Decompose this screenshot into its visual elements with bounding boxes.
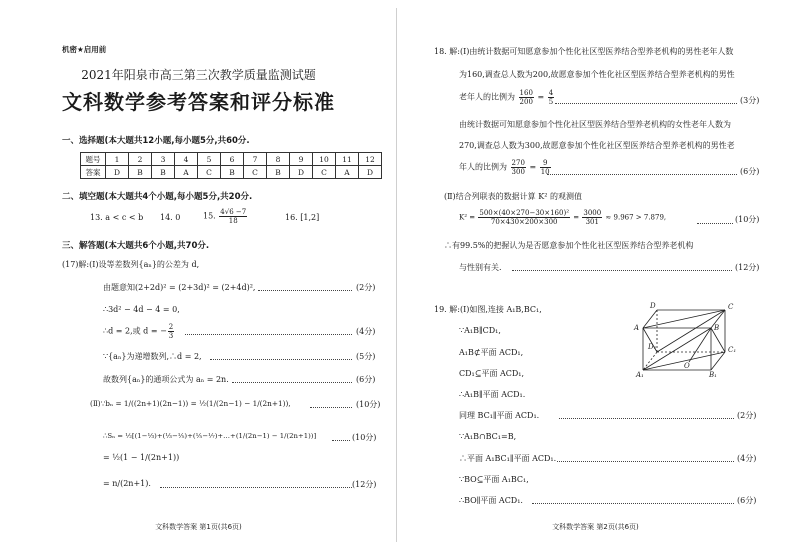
table-cell: 1 [106,153,129,166]
fraction-den: 5 [548,98,554,106]
q18-fraction-1 [519,89,534,106]
page-footer: 文科数学答案 第1页(共6页) [155,523,242,531]
q17-line-4-text: ∴d = 2,或 d = − [103,326,167,336]
k2-fraction [478,209,570,226]
vertex-label: C₁ [728,346,737,354]
fill-15-numerator: 4√6 −7 [220,208,247,216]
fraction-den: 200 [519,98,533,106]
fill-answer-16: 16. [1,2] [285,213,320,222]
vertex-label: A₁ [636,371,644,378]
table-cell: 5 [198,153,221,166]
confidential-mark: 机密★启用前 [62,45,107,54]
q17-score-5: (5分) [356,352,376,361]
page-footer: 文科数学答案 第2页(共6页) [552,523,639,531]
q17-line-4 [103,323,175,340]
cube-diagram [633,296,743,378]
table-cell: B [221,166,244,179]
q18-line-4: 由统计数据可知愿意参加个性化社区型医养结合型养老机构的女性老年人数为 [459,120,731,129]
equals-sign: = [529,162,537,172]
score-leader [160,487,352,488]
score-leader [532,503,734,504]
q17-line-2: 由题意知(2+2d)² = (2+3d)² = (2+4d)², [103,283,256,292]
document-title: 文科数学参考答案和评分标准 [62,90,335,114]
table-cell: B [267,166,290,179]
score-leader [555,103,737,104]
table-cell: 8 [267,153,290,166]
vertex-label: B [714,324,720,332]
vertex-label: D [650,302,656,310]
q17-line-7: (Ⅱ)∵bₙ = 1/((2n+1)(2n−1)) = ½(1/(2n−1) − 1/(2n+1)), [90,399,291,408]
q17-score-2: (2分) [356,283,376,292]
score-leader [697,223,733,224]
score-leader [559,418,734,419]
table-row-answers [81,166,382,179]
vertex-label: D₁ [648,343,657,351]
table-cell: 6 [221,153,244,166]
q17-score-8: (10分) [356,400,381,409]
table-cell: 4 [175,153,198,166]
table-cell: 2 [129,153,152,166]
q18-score-6: (6分) [740,167,760,176]
q17-line-6: 故数列{aₙ}的通项公式为 aₙ = 2n. [103,375,229,384]
score-leader [210,359,352,360]
k2-approx: ≈ 9.967 > 7.879, [605,213,667,222]
table-cell: A [175,166,198,179]
q18-line-6-text: 年人的比例为 [459,162,507,172]
section-fill-heading: 二、填空题(本大题共4个小题,每小题5分,共20分. [62,192,253,202]
score-leader [332,440,350,441]
q17-score-4: (4分) [356,327,376,336]
q18-line-2: 为160,调查总人数为200,故愿意参加个性化社区型医养结合型养老机构的男性 [459,70,735,79]
vertex-label: A [634,324,640,332]
fill-answer-13: 13. a < c < b [90,213,144,222]
table-cell: C [198,166,221,179]
score-leader [557,461,734,462]
table-cell: C [244,166,267,179]
section-choice-heading: 一、选择题(本大题共12小题,每小题5分,共60分. [62,136,250,146]
k2-label: K² = [459,213,476,222]
q19-line-2: ∵A₁B∥CD₁, [459,326,501,335]
q18-score-10: (10分) [735,215,760,224]
q18-score-3: (3分) [740,96,760,105]
q19-line-3: A₁B⊄平面 ACD₁, [459,348,524,357]
q17-line-5: ∵{aₙ}为递增数列,∴d = 2, [103,352,202,361]
right-page [397,0,794,550]
q19-line-5: ∴A₁B∥平面 ACD₁. [459,390,526,399]
q19-line-6: 同理 BC₁∥平面 ACD₁. [459,411,540,420]
q17-score-12: (12分) [352,480,377,489]
q17-line-3: ∴3d² − 4d − 4 = 0, [103,305,180,314]
table-header-cell: 答案 [81,166,106,179]
table-cell: B [152,166,175,179]
q18-line-7: (Ⅱ)结合列联表的数据计算 K² 的观测值 [444,192,582,201]
edge-BO [689,328,711,362]
score-leader [512,270,732,271]
fill-answer-14: 14. 0 [160,213,181,222]
score-leader [258,290,352,291]
q18-line-10: 与性别有关. [459,263,502,272]
fill-15-fraction [219,208,247,225]
q19-line-4: CD₁⊆平面 ACD₁, [459,369,525,378]
table-cell: 7 [244,153,267,166]
q18-line-9: ∴有99.5%的把握认为是否愿意参加个性化社区型医养结合型养老机构 [444,241,694,250]
q19-score-6: (6分) [737,496,757,505]
q18-line-3-text: 老年人的比例为 [459,92,515,102]
q19-score-4: (4分) [737,454,757,463]
table-cell: D [106,166,129,179]
score-leader [547,174,737,175]
fraction-num: 3000 [583,209,602,217]
fill-15-denominator: 18 [228,217,238,225]
q19-line-9: ∵BO⊆平面 A₁BC₁, [459,475,529,484]
answer-table [80,152,382,179]
section-solution-heading: 三、解答题(本大题共6个小题,共70分. [62,241,210,251]
fill-answer-15 [203,208,248,225]
q19-line-8: ∴平面 A₁BC₁∥平面 ACD₁. [459,454,557,463]
q17-line-9: = ½(1 − 1/(2n+1)) [103,453,180,462]
q17-score-6: (6分) [356,375,376,384]
equals-sign: = [573,213,580,222]
equals-sign: = [537,92,545,102]
table-header-cell: 题号 [81,153,106,166]
q18-line-1: 18. 解:(Ⅰ)由统计数据可知愿意参加个性化社区型医养结合型养老机构的男性老年人数 [434,47,734,56]
k2-result-fraction [582,209,602,226]
vertex-label: B₁ [709,371,717,378]
q17-score-10: (10分) [352,433,377,442]
table-cell: B [129,166,152,179]
table-cell: 11 [336,153,359,166]
q18-line-8 [459,209,666,226]
q17-line-8: ∴Sₙ = ½[(1−⅓)+(⅓−⅕)+(⅕−⅐)+…+(1/(2n−1) − 1/(2n+1))] [103,432,317,440]
table-cell: A [336,166,359,179]
fraction-num: 160 [519,89,533,97]
table-cell: D [359,166,382,179]
score-leader [310,407,352,408]
vertex-label: C [728,303,734,311]
score-leader [232,382,352,383]
vertex-label: O [684,362,690,370]
fraction-den: 300 [511,168,525,176]
q17-fraction-num: 2 [168,323,174,331]
q17-fraction-den: 3 [168,332,174,340]
q19-line-7: ∵A₁B∩BC₁=B, [459,432,517,441]
fraction-num: 9 [540,159,551,168]
q17-line-1: (17)解:(Ⅰ)设等差数列{aₙ}的公差为 d, [62,260,200,269]
table-row-numbers [81,153,382,166]
fill-15-label: 15. [203,211,216,221]
q18-score-12: (12分) [735,263,760,272]
q17-line-10: = n/(2n+1). [103,479,151,488]
table-cell: 12 [359,153,382,166]
fraction-num: 270 [511,159,525,167]
fraction-den: 70×430×200×300 [490,218,558,226]
q18-fraction-2 [548,89,554,106]
q19-line-1: 19. 解:(Ⅰ)如图,连接 A₁B,BC₁, [434,305,542,314]
table-cell: 10 [313,153,336,166]
q18-line-6 [459,159,552,176]
q19-line-10: ∴BO∥平面 ACD₁. [459,496,523,505]
fraction-num: 4 [548,89,554,97]
q18-fraction-3 [511,159,526,176]
score-leader [185,334,352,335]
fraction-num: 500×(40×270−30×160)² [479,209,570,217]
table-cell: 3 [152,153,175,166]
q19-score-2: (2分) [737,411,757,420]
table-cell: C [313,166,336,179]
fraction-den: 301 [585,218,599,226]
fraction-den: 10 [540,168,550,176]
exam-title: 2021年阳泉市高三第三次教学质量监测试题 [81,68,316,82]
table-cell: 9 [290,153,313,166]
table-cell: D [290,166,313,179]
q18-line-5: 270,调查总人数为300,故愿意参加个性化社区型医养结合型养老机构的男性老 [459,141,735,150]
q17-fraction [168,323,174,340]
q18-line-3 [459,89,555,106]
